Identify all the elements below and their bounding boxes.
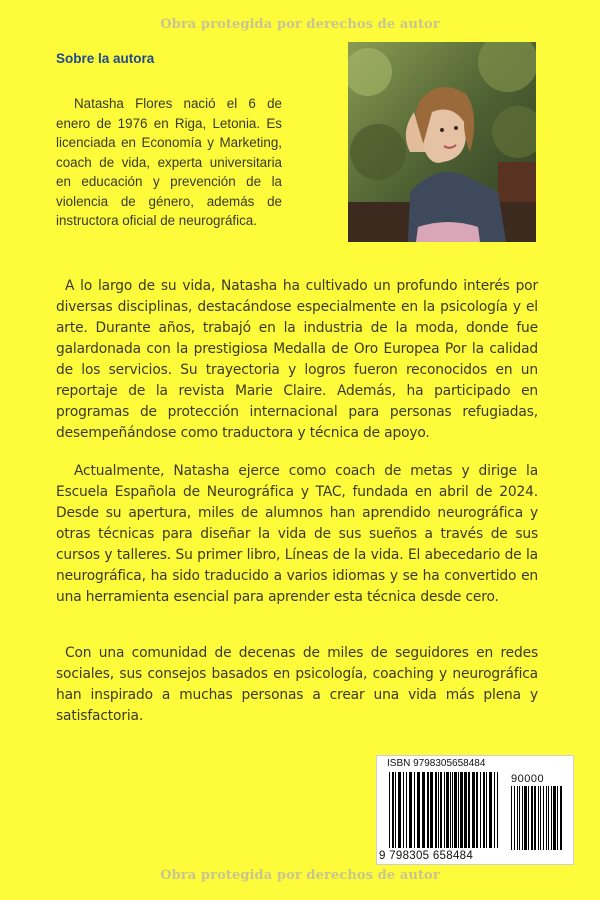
barcode-bar xyxy=(468,772,470,848)
barcode-bar xyxy=(472,772,475,848)
barcode-bar xyxy=(450,772,451,848)
barcode-bar xyxy=(438,772,439,848)
barcode-bar xyxy=(534,786,536,850)
barcode-bar xyxy=(543,786,544,850)
watermark-bottom: Obra protegida por derechos de autor xyxy=(160,868,440,883)
barcode-bar xyxy=(392,772,394,848)
barcode-bar xyxy=(511,786,512,850)
barcode-bar xyxy=(489,772,492,848)
barcode-bar xyxy=(540,786,541,850)
price-code: 90000 xyxy=(511,773,545,785)
barcode-bar xyxy=(406,772,407,848)
paragraph-2-text: Actualmente, Natasha ejerce como coach de metas y dirige la Escuela Española de Neurográfica y TAC, fundada en abril de 2024. Desde su apertura, miles de alumnos han aprendido neurográfica y otras técnicas para diseñar la vida de sus sueños a través de sus cursos y talleres. Su primer libro, Líneas de la vida. El abecedario de la neurográfica, ha sido traducido a varios idiomas y se ha convertido en una herramienta esencial para aprender esta técnica desde cero. xyxy=(56,463,538,605)
price-barcode xyxy=(511,786,563,850)
isbn-barcode xyxy=(389,772,501,848)
barcode-bar xyxy=(430,772,433,848)
watermark-top: Obra protegida por derechos de autor xyxy=(160,17,440,32)
barcode-bar xyxy=(528,786,529,850)
barcode-bar xyxy=(546,786,547,850)
author-bio-text: Natasha Flores nació el 6 de enero de 1976 en Riga, Letonia. Es licenciada en Economía y Marketing, coach de vida, experta universitaria en educación y prevención de la violencia de género, además de instructora oficial de neurográfica. xyxy=(56,96,282,228)
barcode-bar xyxy=(460,772,463,848)
author-photo xyxy=(348,42,536,242)
paragraph-2 xyxy=(56,461,538,608)
barcode-bar xyxy=(409,772,412,848)
barcode-bar xyxy=(440,772,442,848)
barcode-bar xyxy=(446,772,449,848)
barcode-bar xyxy=(435,772,437,848)
barcode-bar xyxy=(480,772,481,848)
barcode-bar xyxy=(522,786,523,850)
barcode-bar xyxy=(494,772,495,848)
barcode-bar xyxy=(395,772,396,848)
barcode-bar xyxy=(560,786,562,850)
barcode-bar xyxy=(497,772,498,848)
author-bio xyxy=(56,94,282,231)
barcode-bar xyxy=(458,772,459,848)
barcode-bar xyxy=(444,772,445,848)
barcode-bar xyxy=(531,786,533,850)
isbn-label: ISBN 9798305658484 xyxy=(387,758,486,769)
barcode-bar xyxy=(417,772,420,848)
author-photo-illustration xyxy=(348,42,536,242)
barcode-bar xyxy=(452,772,453,848)
barcode-bar xyxy=(557,786,558,850)
paragraph-3-text: Con una comunidad de decenas de miles de seguidores en redes sociales, sus consejos basados en psicología, coaching y neurográfica han inspirado a muchas personas a crear una vida más plena y satisfactoria. xyxy=(56,645,538,724)
barcode-bar xyxy=(486,772,487,848)
paragraph-1 xyxy=(56,276,538,444)
about-heading: Sobre la autora xyxy=(56,51,155,66)
barcode-bar xyxy=(389,772,390,848)
barcode-bar xyxy=(476,772,478,848)
paragraph-1-text: A lo largo de su vida, Natasha ha cultivado un profundo interés por diversas disciplinas, destacándose especialmente en la psicología y el arte. Durante años, trabajó en la industria de la moda, donde fue galardonada con la prestigiosa Medalla de Oro Europea Por la calidad de los servicios. Su trayectoria y logros fueron reconocidos en un reportaje de la revista Marie Claire. Además, ha participado en programas de protección internacional para personas refugiadas, desempeñándose como traductora y técnica de apoyo. xyxy=(56,278,538,441)
barcode-bar xyxy=(524,786,527,850)
barcode-bar xyxy=(403,772,404,848)
barcode-bar xyxy=(551,786,552,850)
barcode-bar xyxy=(483,772,485,848)
barcode-bar xyxy=(422,772,425,848)
paragraph-3 xyxy=(56,643,538,727)
barcode-bar xyxy=(548,786,549,850)
barcode-bar xyxy=(414,772,415,848)
barcode-bar xyxy=(454,772,457,848)
barcode-bar xyxy=(517,786,518,850)
barcode-bar xyxy=(519,786,520,850)
barcode-box xyxy=(376,755,574,865)
barcode-digits: 9 798305 658484 xyxy=(379,850,474,862)
barcode-bar xyxy=(514,786,515,850)
barcode-bar xyxy=(538,786,539,850)
barcode-bar xyxy=(398,772,401,848)
barcode-bar xyxy=(553,786,556,850)
barcode-bar xyxy=(464,772,467,848)
barcode-bar xyxy=(427,772,429,848)
